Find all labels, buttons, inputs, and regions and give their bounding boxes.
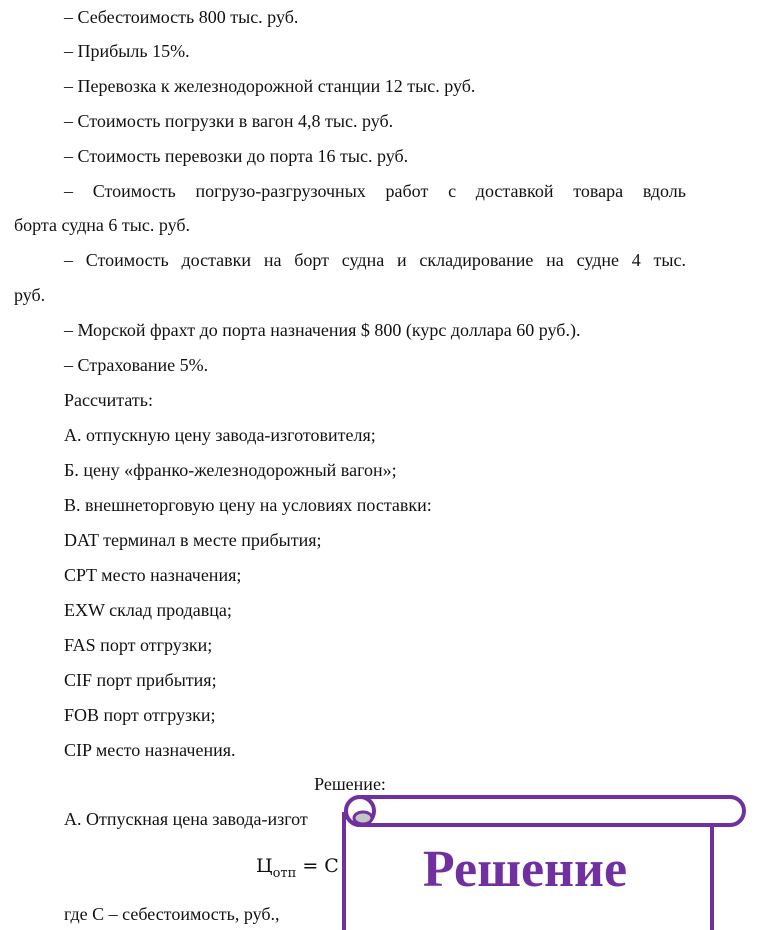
text-line-onboard: – Стоимость доставки на борт судна и складирование на судне 4 тыс. xyxy=(64,250,686,270)
text-line-insurance: – Страхование 5%. xyxy=(64,355,209,375)
text-line-fas: FAS порт отгрузки; xyxy=(64,635,213,655)
text-line-dat: DAT терминал в месте прибытия; xyxy=(64,530,322,550)
text-line-handling-cont: борта судна 6 тыс. руб. xyxy=(14,215,191,235)
text-line-task-c: В. внешнеторговую цену на условиях поставки: xyxy=(64,495,432,515)
text-line-task-b: Б. цену «франко-железнодорожный вагон»; xyxy=(64,460,397,480)
text-line-fob: FOB порт отгрузки; xyxy=(64,705,216,725)
text-line-profit: – Прибыль 15%. xyxy=(64,41,190,61)
text-line-where: где С – себестоимость, руб., xyxy=(64,904,280,924)
text-line-cip: CIP место назначения. xyxy=(64,740,236,760)
text-line-onboard-cont: руб. xyxy=(14,285,46,305)
formula-symbol: Ц xyxy=(256,855,273,877)
text-line-calculate: Рассчитать: xyxy=(64,390,153,410)
formula-rhs: = С xyxy=(302,855,339,877)
text-line-cpt: CPT место назначения; xyxy=(64,565,242,585)
text-line-task-a: А. отпускную цену завода-изготовителя; xyxy=(64,425,376,445)
text-line-loading: – Стоимость погрузки в вагон 4,8 тыс. руб. xyxy=(64,111,394,131)
text-line-cost: – Себестоимость 800 тыс. руб. xyxy=(64,7,299,27)
text-line-handling: – Стоимость погрузо-разгрузочных работ с доставкой товара вдоль xyxy=(64,181,686,201)
text-line-exw: EXW склад продавца; xyxy=(64,600,232,620)
text-line-rail-transport: – Перевозка к железнодорожной станции 12 тыс. руб. xyxy=(64,76,476,96)
formula-subscript: отп xyxy=(272,865,297,881)
text-line-solution-a: А. Отпускная цена завода-изгот xyxy=(64,809,308,829)
text-line-freight: – Морской фрахт до порта назначения $ 800 (курс доллара 60 руб.). xyxy=(64,320,581,340)
solution-heading: Решение: xyxy=(314,774,386,794)
text-line-port-transport: – Стоимость перевозки до порта 16 тыс. руб. xyxy=(64,146,409,166)
text-line-cif: CIF порт прибытия; xyxy=(64,670,217,690)
banner-title: Решение xyxy=(422,841,628,898)
